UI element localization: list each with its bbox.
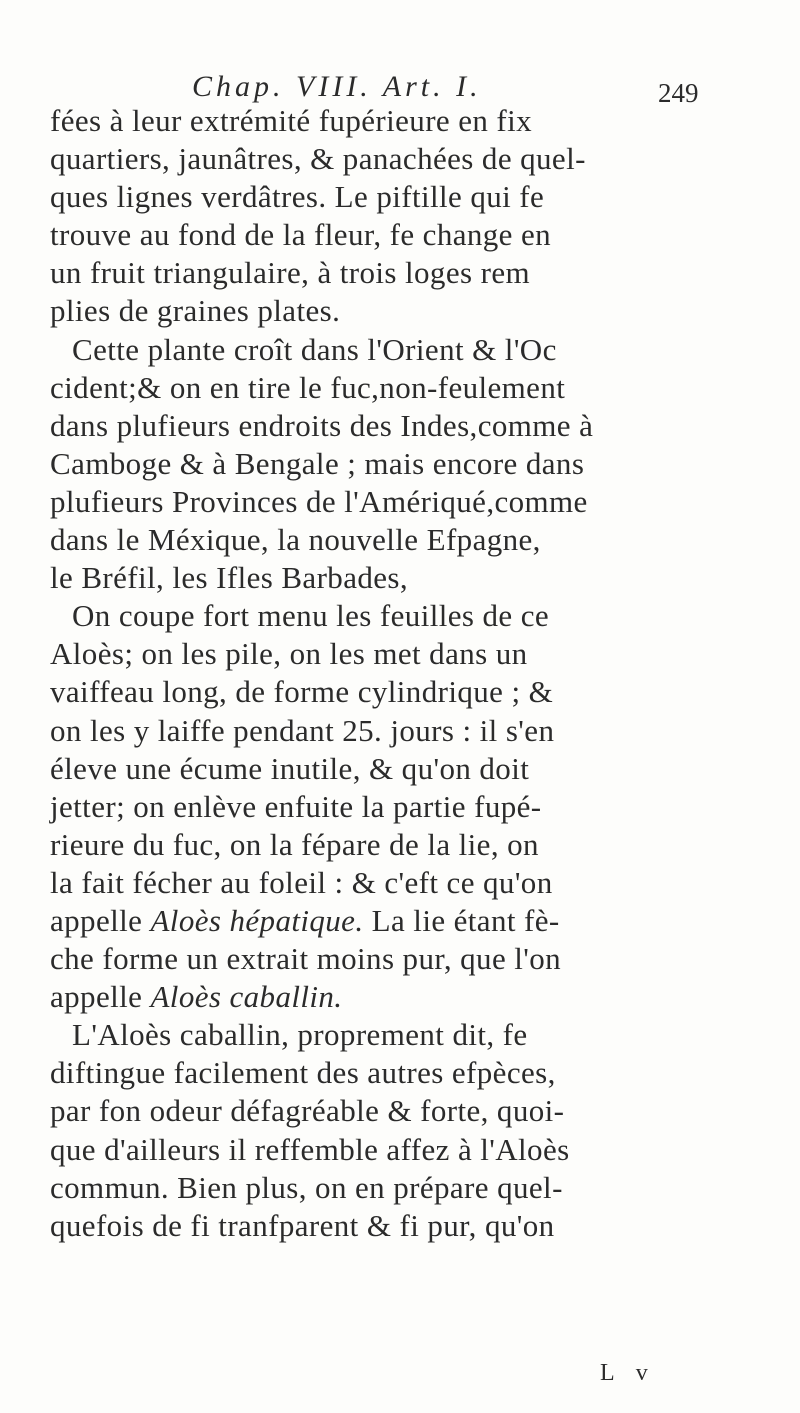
text-line: par fon odeur défagréable & forte, quoi-	[50, 1093, 565, 1129]
text-line: Cette plante croît dans l'Orient & l'Oc	[72, 331, 557, 367]
text-line: che forme un extrait moins pur, que l'on	[50, 941, 562, 977]
running-title: Chap. VIII. Art. I.	[192, 70, 482, 103]
text-line: jetter; on enlève enfuite la partie fupé-	[50, 788, 542, 824]
term-aloes-caballin: Aloès caballin.	[150, 979, 343, 1015]
text-run: appelle	[50, 902, 143, 938]
text-line: on les y laiffe pendant 25. jours : il s'en	[50, 712, 555, 748]
text-line: que d'ailleurs il reffemble affez à l'Aloès	[50, 1131, 570, 1167]
text-run: La lie étant fè-	[371, 902, 560, 938]
text-line: un fruit triangulaire, à trois loges rem	[50, 255, 531, 291]
text-line: diftingue facilement des autres efpèces,	[50, 1055, 556, 1091]
text-line: cident;& on en tire le fuc,non-feulement	[50, 369, 566, 405]
text-line: quartiers, jaunâtres, & panachées de quel-	[50, 141, 586, 177]
text-line: Aloès; on les pile, on les met dans un	[50, 636, 528, 672]
text-line: la fait fécher au foleil : & c'eft ce qu'on	[50, 864, 553, 900]
text-line	[50, 902, 750, 940]
text-line: le Bréfil, les Ifles Barbades,	[50, 560, 409, 596]
text-line: L'Aloès caballin, proprement dit, fe	[72, 1017, 528, 1053]
term-aloes-hepatique: Aloès hépatique.	[150, 902, 364, 938]
text-line: trouve au fond de la fleur, fe change en	[50, 217, 552, 253]
text-line: commun. Bien plus, on en prépare quel-	[50, 1169, 563, 1205]
text-line: plufieurs Provinces de l'Amériqué,comme	[50, 483, 588, 519]
signature-mark: L v	[600, 1360, 656, 1386]
text-run: appelle	[50, 979, 143, 1015]
text-line: plies de graines plates.	[50, 293, 341, 329]
text-line: vaiffeau long, de forme cylindrique ; &	[50, 674, 554, 710]
text-line: Camboge & à Bengale ; mais encore dans	[50, 445, 585, 481]
text-line: éleve une écume inutile, & qu'on doit	[50, 750, 530, 786]
text-line	[50, 978, 750, 1016]
text-line: ques lignes verdâtres. Le piftille qui fe	[50, 179, 545, 215]
text-line: On coupe fort menu les feuilles de ce	[72, 598, 550, 634]
text-line: dans plufieurs endroits des Indes,comme à	[50, 407, 594, 443]
page-number: 249	[658, 78, 699, 108]
body-text	[50, 102, 750, 1245]
text-line: rieure du fuc, on la fépare de la lie, on	[50, 826, 539, 862]
text-line: quefois de fi tranfparent & fi pur, qu'on	[50, 1207, 555, 1243]
text-line: dans le Méxique, la nouvelle Efpagne,	[50, 522, 541, 558]
text-line: fées à leur extrémité fupérieure en fix	[50, 103, 533, 138]
